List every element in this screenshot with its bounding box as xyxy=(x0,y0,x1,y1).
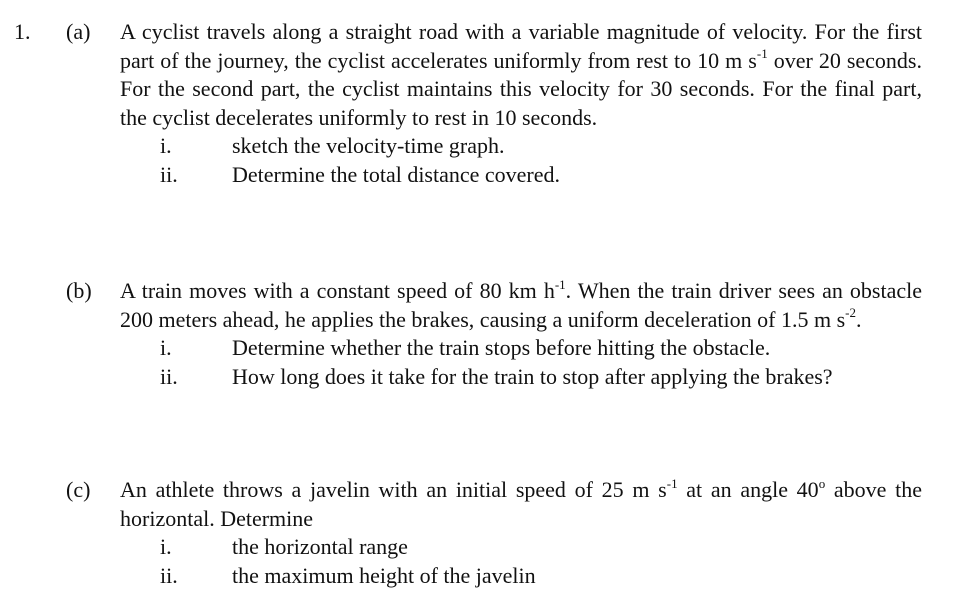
subquestion-number: i. xyxy=(160,534,172,560)
subquestion xyxy=(160,161,922,190)
part-a xyxy=(66,18,922,190)
subquestion-number: ii. xyxy=(160,161,178,187)
subquestion xyxy=(160,334,922,363)
subquestion-number: i. xyxy=(160,133,172,159)
part-a-subquestions xyxy=(160,132,922,189)
part-a-text: A cyclist travels along a straight road with a variable magnitude of velocity. For the first part of the journey, the cyclist accelerates uniformly from rest to 10 m $s^{-1}$ over 20 seconds. For the second part, the cyclist maintains this velocity for 30 seconds. For the final part, the cyclist decelerates uniformly to rest in 10 seconds. xyxy=(120,19,922,130)
subquestion-text: the maximum height of the javelin xyxy=(232,562,536,588)
part-b xyxy=(66,277,922,391)
part-c-subquestions xyxy=(160,533,922,590)
subquestion xyxy=(160,363,922,392)
subquestion-number: ii. xyxy=(160,363,178,389)
part-a-label: (a) xyxy=(66,19,91,44)
subquestion-text: the horizontal range xyxy=(232,534,408,560)
part-b-subquestions xyxy=(160,334,922,391)
subquestion xyxy=(160,533,922,562)
subquestion-text: How long does it take for the train to stop after applying the brakes? xyxy=(232,363,833,389)
part-b-text: A train moves with a constant speed of 80 km $h^{-1}$. When the train driver sees an obstacle 200 meters ahead, he applies the brakes, causing a uniform deceleration of 1.5 m $s^{-2}$. xyxy=(120,276,922,332)
part-b-label: (b) xyxy=(66,278,92,303)
subquestion-text: Determine the total distance covered. xyxy=(232,161,561,187)
subquestion-number: ii. xyxy=(160,562,178,588)
question-number: 1. xyxy=(14,19,31,44)
part-c xyxy=(66,476,922,590)
subquestion-text: sketch the velocity-time graph. xyxy=(232,133,505,159)
subquestion-number: i. xyxy=(160,335,172,361)
part-c-text: An athlete throws a javelin with an initial speed of 25 m $s^{-1}$ at an angle 40$^o$ above the horizontal. Determine xyxy=(120,475,922,531)
part-c-label: (c) xyxy=(66,477,91,502)
subquestion xyxy=(160,562,922,591)
subquestion-text: Determine whether the train stops before hitting the obstacle. xyxy=(232,335,771,361)
subquestion xyxy=(160,132,922,161)
